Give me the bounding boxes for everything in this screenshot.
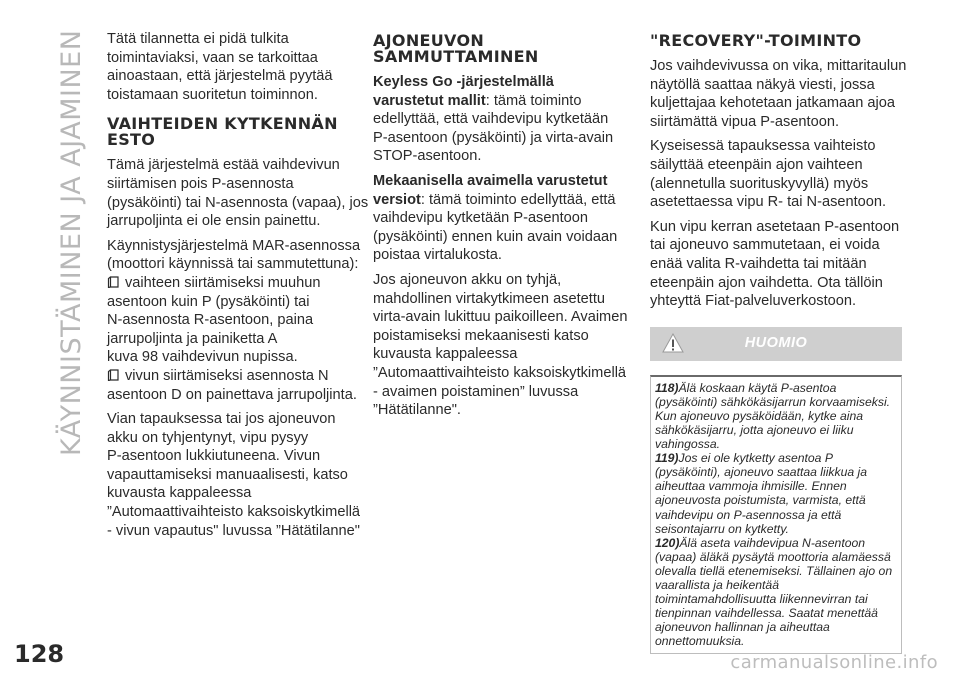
heading-line: ESTO	[107, 130, 156, 150]
text-line: Kun vipu kerran asetetaan P-asentoon	[650, 218, 900, 235]
text-line: yhteyttä Fiat-palveluverkostoon.	[650, 293, 857, 310]
text-line: säilyttää eteenpäin ajon vaihteen	[650, 156, 863, 173]
text-line: vapauttamiseksi manuaalisesti, katso	[107, 466, 348, 483]
text-line: (alennetulla suorituskyvyllä) myös	[650, 175, 869, 192]
bullet-marker-icon	[107, 369, 119, 381]
bullet-text: vaihteen siirtämiseksi muuhun	[125, 274, 321, 291]
text-line: Kyseisessä tapauksessa vaihteisto	[650, 138, 876, 155]
text-line: olevalla tiellä etenemiseksi. Tällainen ajo on	[655, 563, 893, 578]
text-line: kuljettajaa kehotetaan jatkamaan ajoa	[650, 95, 896, 112]
text-line: enää valita R-vaihdetta tai mitään	[650, 255, 867, 272]
text-line: (moottori käynnissä tai sammutettuna):	[107, 256, 359, 273]
warning-box	[650, 327, 902, 654]
text-run: : tämä toiminto	[485, 92, 582, 109]
text-line: kuva 98 vaihdevivun nupissa.	[107, 349, 298, 366]
paragraph	[107, 156, 369, 230]
text-line: virta-avain lukittuu paikoilleen. Avaimen	[373, 309, 628, 326]
paragraph	[650, 137, 900, 211]
text-line: N-asennosta R-asentoon, paina	[107, 312, 314, 329]
text-line: näytöllä saattaa näkyä viesti, jossa	[650, 76, 875, 93]
bold-term: varustetut mallit	[373, 92, 486, 109]
note-number: 119)	[655, 451, 679, 466]
text-line: vaihdevipu on P-asennossa ja että	[655, 507, 842, 522]
watermark: carmanualsonline.info	[730, 652, 938, 673]
intro-paragraph	[107, 30, 357, 104]
text-line-bold: Keyless Go -järjestelmällä	[373, 74, 554, 90]
text-line: Tätä tilannetta ei pidä tulkita	[107, 31, 289, 47]
paragraph	[650, 218, 900, 311]
warning-title: HUOMIO	[744, 335, 808, 352]
text-line: STOP-asentoon.	[373, 148, 482, 165]
text-line: jarrupoljinta ei ole ensin painettu.	[107, 213, 321, 230]
paragraph	[107, 410, 361, 540]
keyless-paragraph	[373, 73, 631, 166]
text-line	[655, 451, 897, 465]
paragraph	[373, 271, 631, 420]
text-line: (pysäköinti) ennen kuin avain voidaan	[373, 228, 618, 245]
text-run: : tämä toiminto edellyttää, että	[420, 191, 616, 208]
text-line: Kun ajoneuvo pysäköidään, kytke aina	[655, 408, 864, 423]
text-line: - avaimen poistaminen” luvussa	[373, 383, 579, 400]
mechanical-key-paragraph	[373, 172, 631, 265]
note-number: 120)	[655, 535, 680, 550]
text-line: poistaa virtalukosta.	[373, 247, 502, 264]
text-line: ajoneuvon hallinnan ja aiheuttaa	[655, 620, 830, 635]
bullet-item	[107, 367, 357, 386]
text-line	[655, 536, 897, 550]
text-line: ”Automaattivaihteisto kaksoiskytkimellä	[107, 504, 361, 521]
text-line-bold: Mekaanisella avaimella varustetut	[373, 172, 608, 189]
text-line: onnettomuuksia.	[655, 634, 745, 649]
bullet-item	[107, 274, 357, 293]
text-line: P-asentoon lukkiutuneena. Vivun	[107, 448, 321, 465]
column-1	[107, 30, 369, 546]
text-line: akku on tyhjentynyt, vipu pysyy	[107, 429, 309, 446]
text-line: aiheuttaa vammoja ihmisille. Ennen	[655, 479, 847, 494]
text-line: poistamiseksi mekaanisesti katso	[373, 327, 589, 344]
warning-note	[655, 381, 897, 451]
text-line: (pysäköinti), ajoneuvo saattaa liikkua ja	[655, 465, 868, 480]
text-line	[373, 92, 631, 111]
section-heading-shutdown	[373, 33, 631, 65]
text-line: siirtämisen pois P-asennosta	[107, 175, 294, 192]
warning-notes	[650, 375, 902, 654]
bullet-text: vivun siirtämiseksi asennosta N	[125, 367, 329, 384]
text-line: vahingossa.	[655, 437, 721, 452]
bold-term: versiot	[373, 191, 421, 208]
text-line: tienpinnan vaihdellessa. Saatat menettää	[655, 606, 878, 621]
text-line: sähkökäsijarru, jotta ajoneuvo ei liiku	[655, 423, 854, 437]
text-line: Vian tapauksessa tai jos ajoneuvon	[107, 411, 336, 428]
text-line: (vapaa) äläkä pysäytä moottoria alamäessä	[655, 549, 891, 564]
text-line: toimintamahdollisuutta liikennevirran tai	[655, 592, 868, 607]
text-run: Älä aseta vaihdevipua N-asentoon	[679, 535, 866, 550]
text-line: siirtämättä vipua P-asentoon.	[650, 113, 840, 130]
heading-line: VAIHTEIDEN KYTKENNÄN	[107, 114, 338, 134]
text-line: Jos ajoneuvon akku on tyhjä,	[373, 271, 562, 288]
paragraph	[650, 57, 907, 131]
warning-header	[650, 327, 902, 361]
text-run: Älä koskaan käytä P-asentoa	[678, 380, 837, 395]
text-line: seisontajarru on kytketty.	[655, 521, 789, 536]
text-line: mahdollinen virtakytkimeen asetettu	[373, 290, 605, 307]
text-line: jarrupoljinta ja painiketta A	[107, 330, 278, 347]
page-number: 128	[14, 640, 65, 668]
text-line: - vivun vapautus" luvussa ”Hätätilanne"	[107, 522, 360, 539]
text-line: asentoon D on painettava jarrupoljinta.	[107, 386, 357, 403]
warning-triangle-icon	[662, 333, 684, 353]
heading-line: AJONEUVON	[373, 31, 485, 50]
text-line: toistamaan suoritetun toiminnon.	[107, 86, 318, 103]
note-number: 118)	[655, 380, 679, 395]
text-line: Käynnistysjärjestelmä MAR-asennossa	[107, 237, 361, 254]
text-line: ainoastaan, että järjestelmä pyytää	[107, 68, 333, 85]
text-line: edellyttää, että vaihdevipu kytketään	[373, 111, 609, 128]
text-line	[655, 381, 897, 395]
text-line: asetettaessa vipu R- tai N-asentoon.	[650, 194, 887, 211]
text-line: kuvausta kappaleessa	[373, 346, 518, 363]
chapter-side-title: KÄYNNISTÄMINEN JA AJAMINEN	[56, 30, 87, 457]
column-2	[373, 30, 631, 426]
column-3	[650, 30, 907, 654]
text-line: tai ajoneuvo sammutetaan, ei voida	[650, 237, 880, 254]
warning-note	[655, 536, 897, 649]
text-line: vaarallista ja heikentää	[655, 578, 779, 593]
text-line: ”Automaattivaihteisto kaksoiskytkimellä	[373, 364, 627, 381]
text-line: eteenpäin ajon vaihdetta. Ota tällöin	[650, 274, 883, 291]
text-line: ajoneuvosta poistumista, varmista, että	[655, 493, 866, 508]
text-line: Jos vaihdevivussa on vika, mittaritaulun	[650, 58, 907, 74]
text-line: kuvausta kappaleessa	[107, 485, 252, 502]
text-line: Tämä järjestelmä estää vaihdevivun	[107, 157, 340, 174]
paragraph-with-bullets	[107, 237, 361, 404]
warning-note	[655, 451, 897, 536]
text-run: Jos ei ole kytketty asentoa P	[678, 451, 833, 466]
heading-line: SAMMUTTAMINEN	[373, 47, 539, 66]
bullet-marker-icon	[107, 276, 119, 288]
section-heading-recovery: "RECOVERY"-TOIMINTO	[650, 31, 862, 50]
text-line: ”Hätätilanne".	[373, 402, 461, 419]
section-heading-gear-lock	[107, 116, 357, 148]
text-line: toimintaviaksi, vaan se tarkoittaa	[107, 49, 318, 66]
text-line: vaihdevipu kytketään P-asentoon	[373, 210, 588, 227]
text-line: (pysäköinti) tai N-asennosta (vapaa), jos	[107, 194, 369, 211]
text-line: asentoon kuin P (pysäköinti) tai	[107, 293, 310, 310]
text-line: (pysäköinti) sähkökäsijarrun korvaamiseksi.	[655, 394, 891, 409]
text-line	[373, 191, 631, 210]
text-line: P-asentoon (pysäköinti) ja virta-avain	[373, 129, 614, 146]
